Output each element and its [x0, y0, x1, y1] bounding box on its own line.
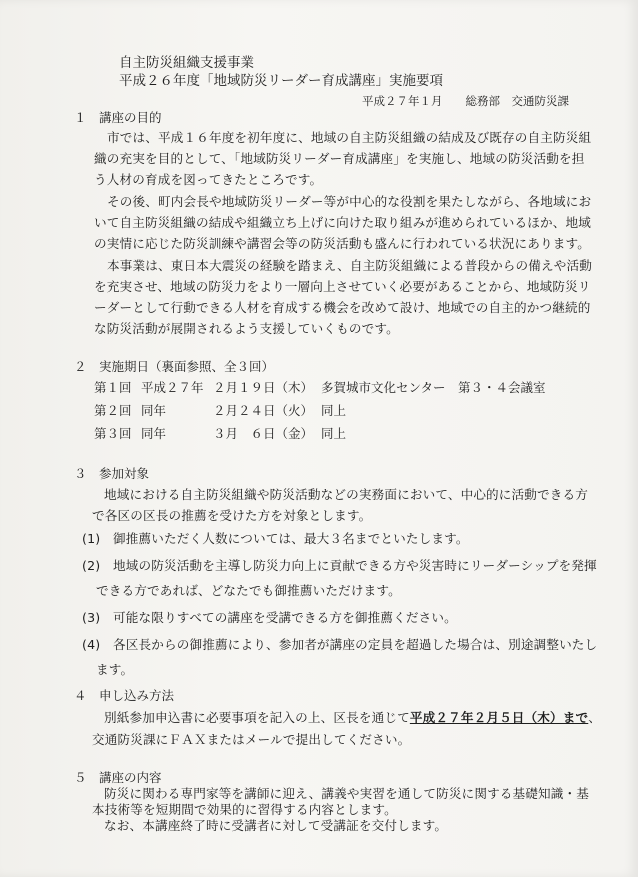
title-line-1: 自主防災組織支援事業 — [119, 55, 254, 71]
s4-line-1-comma: 、 — [588, 710, 602, 725]
s1-p2-line-3: の実情に応じた防災訓練や講習会等の防災活動も盛んに行われている状況にあります。 — [94, 236, 590, 251]
section-1-heading: １ 講座の目的 — [74, 110, 162, 125]
s3-item-1: (1) 御推薦いただく人数については、最大３名までといたします。 — [82, 531, 469, 546]
date-department: 平成２７年１月 総務部 交通防災課 — [362, 94, 569, 108]
session-date: ２月２４日（火） — [213, 403, 314, 418]
deadline-text: 平成２７年２月５日（木）まで — [409, 710, 589, 725]
s4-line-1-text: 別紙参加申込書に必要事項を記入の上、区長を通じて — [104, 710, 410, 725]
section-5-heading: ５ 講座の内容 — [74, 770, 162, 785]
section-3-heading: ３ 参加対象 — [74, 466, 150, 481]
s3-item-2: (2) 地域の防災活動を主導し防災力向上に貢献できる方や災害時にリーダーシップを発揮 — [82, 558, 597, 573]
section-4-heading: ４ 申し込み方法 — [74, 688, 175, 703]
s1-p1-line-1: 市では、平成１６年度を初年度に、地域の自主防災組織の結成及び既存の自主防災組 — [107, 130, 592, 145]
session-no: 第２回 — [94, 403, 132, 418]
session-date: ２月１９日（木） — [213, 380, 314, 395]
s5-line-3: なお、本講座終了時に受講者に対して受講証を交付します。 — [104, 818, 448, 833]
s3-item-4: (4) 各区長からの御推薦により、参加者が講座の定員を超過した場合は、別途調整いたし — [82, 637, 598, 652]
session-no: 第１回 — [94, 380, 132, 395]
s1-p3-line-1: 本事業は、東日本大震災の経験を踏まえ、自主防災組織による普段からの備えや活動 — [107, 258, 593, 273]
session-no: 第３回 — [94, 426, 132, 441]
s3-intro-line-2: で各区の区長の推薦を受けた方を対象とします。 — [92, 508, 372, 523]
s3-item-4-cont: ます。 — [96, 662, 134, 677]
s3-item-3: (3) 可能な限りすべての講座を受講できる方を御推薦ください。 — [82, 610, 457, 625]
s5-line-1: 防災に関わる専門家等を講師に迎え、講義や実習を通して防災に関する基礎知識・基 — [104, 786, 590, 801]
session-date: ３月 ６日（金） — [213, 426, 314, 441]
s1-p3-line-4: な防災活動が展開されるよう支援していくものです。 — [94, 321, 399, 336]
s4-line-1 — [104, 710, 601, 725]
s1-p3-line-3: ーダーとして行動できる人材を育成する機会を改めて設け、地域での自主的かつ継続的 — [94, 300, 591, 315]
session-venue: 同上 — [321, 403, 347, 418]
s1-p2-line-1: その後、町内会長や地域防災リーダー等が中心的な役割を果たしながら、各地域にお — [107, 194, 592, 209]
s3-item-2-cont: できる方であれば、どなたでも御推薦いただけます。 — [96, 583, 401, 598]
session-year: 同年 — [141, 403, 167, 418]
s4-line-2: 交通防災課にＦＡＸまたはメールで提出してください。 — [92, 732, 411, 747]
session-venue: 多賀城市文化センター 第３・４会議室 — [321, 380, 546, 395]
session-venue: 同上 — [321, 426, 347, 441]
session-year: 同年 — [141, 426, 167, 441]
section-2-heading: ２ 実施期日（裏面参照、全３回） — [74, 359, 275, 374]
session-year: 平成２７年 — [141, 380, 204, 395]
s1-p2-line-2: いて自主防災組織の結成や組織立ち上げに向けた取り組みが進められているほか、地域 — [94, 215, 592, 230]
s1-p1-line-2: 織の充実を目的として、「地域防災リーダー育成講座」を実施し、地域の防災活動を担 — [94, 151, 585, 166]
s5-line-2: 本技術等を短期間で効果的に習得する内容とします。 — [92, 802, 397, 817]
s1-p1-line-3: う人材の育成を図ってきたところです。 — [94, 172, 323, 187]
title-line-2: 平成２６年度「地域防災リーダー育成講座」実施要項 — [119, 73, 443, 89]
s1-p3-line-2: を充実させ、地域の防災力をより一層向上させていく必要があることから、地域防災リ — [94, 279, 591, 294]
s3-intro-line-1: 地域における自主防災組織や防災活動などの実務面において、中心的に活動できる方 — [104, 487, 589, 502]
